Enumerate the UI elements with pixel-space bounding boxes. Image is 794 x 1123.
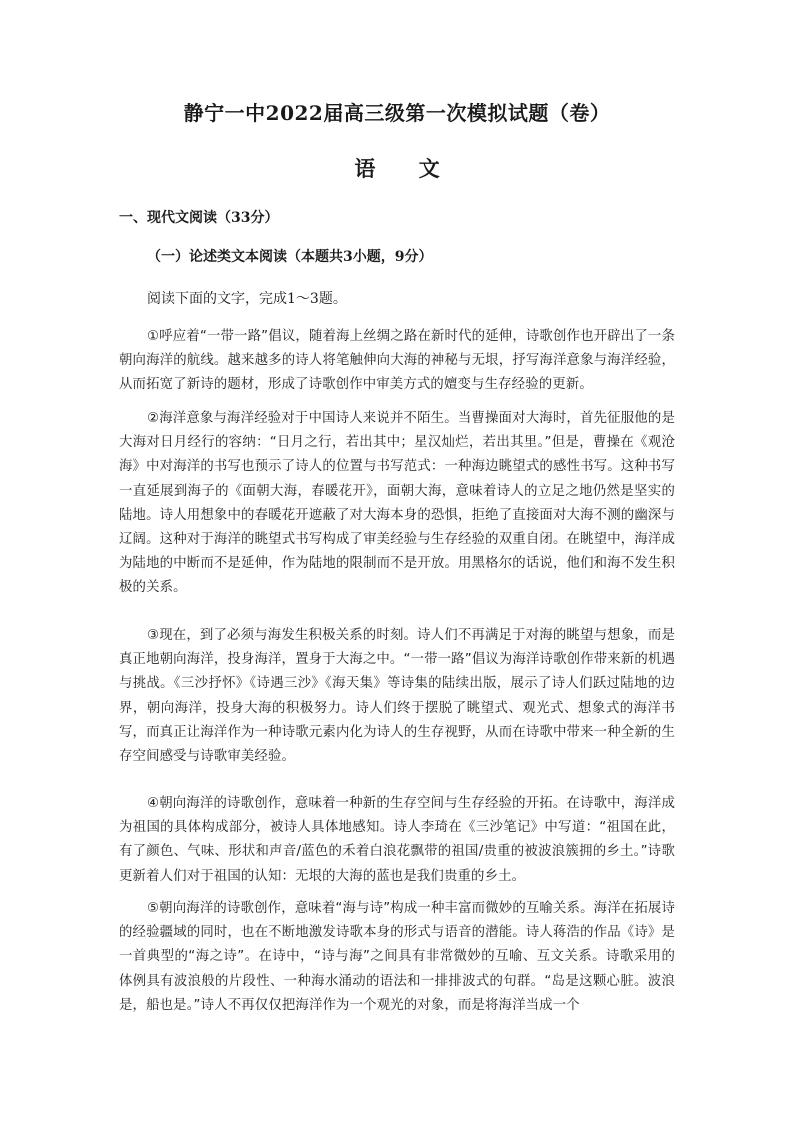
paragraph-3: ③现在，到了必须与海发生积极关系的时刻。诗人们不再满足于对海的眺望与想象，而是真正地朝向海洋，投身海洋，置身于大海之中。“一带一路”倡议为海洋诗歌创作带来新的机遇与挑战。《三沙抒怀》《诗遇三沙》《海天集》等诗集的陆续出版，展示了诗人们跃过陆地的边界，朝向海洋，投身大海的积极努力。诗人们终于摆脱了眺望式、观光式、想象式的海洋书写，而真正让海洋作为一种诗歌元素内化为诗人的生存视野，从而在诗歌中带来一种全新的生存空间感受与诗歌审美经验。 [119, 628, 675, 765]
paragraph-1: ①呼应着“一带一路”倡议，随着海上丝绸之路在新时代的延伸，诗歌创作也开辟出了一条朝向海洋的航线。越来越多的诗人将笔触伸向大海的神秘与无垠，抒写海洋意象与海洋经验，从而拓宽了新诗的题材，形成了诗歌创作中审美方式的嬗变与生存经验的更新。 [119, 329, 675, 393]
reading-instruction: 阅读下面的文字，完成1～3题。 [147, 291, 347, 307]
subject-heading: 语 文 [354, 156, 458, 181]
paragraph-5: ⑤朝向海洋的诗歌创作，意味着“海与诗”构成一种丰富而微妙的互喻关系。海洋在拓展诗的经验疆域的同时，也在不断地激发诗歌本身的形式与语音的潜能。诗人蒋浩的作品《诗》是一首典型的“海之诗”。在诗中，“诗与海”之间具有非常微妙的互喻、互文关系。诗歌采用的体例具有波浪般的片段性、一种海水涌动的语法和一排排波式的句群。“岛是这颗心脏。波浪是，船也是。”诗人不再仅仅把海洋作为一个观光的对象，而是将海洋当成一个 [119, 901, 675, 1013]
paragraph-2: ②海洋意象与海洋经验对于中国诗人来说并不陌生。当曹操面对大海时，首先征服他的是大海对日月经行的容纳：“日月之行，若出其中；星汉灿烂，若出其里。”但是，曹操在《观沧海》中对海洋的书写也预示了诗人的位置与书写范式：一种海边眺望式的感性书写。这种书写一直延展到海子的《面朝大海，春暖花开》，面朝大海，意味着诗人的立足之地仍然是坚实的陆地。诗人用想象中的春暖花开遮蔽了对大海本身的恐惧，拒绝了直接面对大海不测的幽深与辽阔。这种对于海洋的眺望式书写构成了审美经验与生存经验的双重自闭。在眺望中，海洋成为陆地的中断而不是延伸，作为陆地的限制而不是开放。用黑格尔的话说，他们和海不发生积极的关系。 [119, 411, 675, 596]
exam-title: 静宁一中2022届高三级第一次模拟试题（卷） [183, 101, 611, 125]
section-heading: 一、现代文阅读（33分） [119, 210, 279, 226]
subsection-heading: （一）论述类文本阅读（本题共3小题，9分） [147, 249, 433, 265]
paragraph-4: ④朝向海洋的诗歌创作，意味着一种新的生存空间与生存经验的开拓。在诗歌中，海洋成为祖国的具体构成部分，被诗人具体地感知。诗人李琦在《三沙笔记》中写道：“祖国在此，有了颜色、气味、形状和声音/蓝色的禾着白浪花飘带的祖国/贵重的被波浪簇拥的乡土。”诗歌更新着人们对于祖国的认知：无垠的大海的蓝也是我们贵重的乡土。 [119, 796, 675, 884]
